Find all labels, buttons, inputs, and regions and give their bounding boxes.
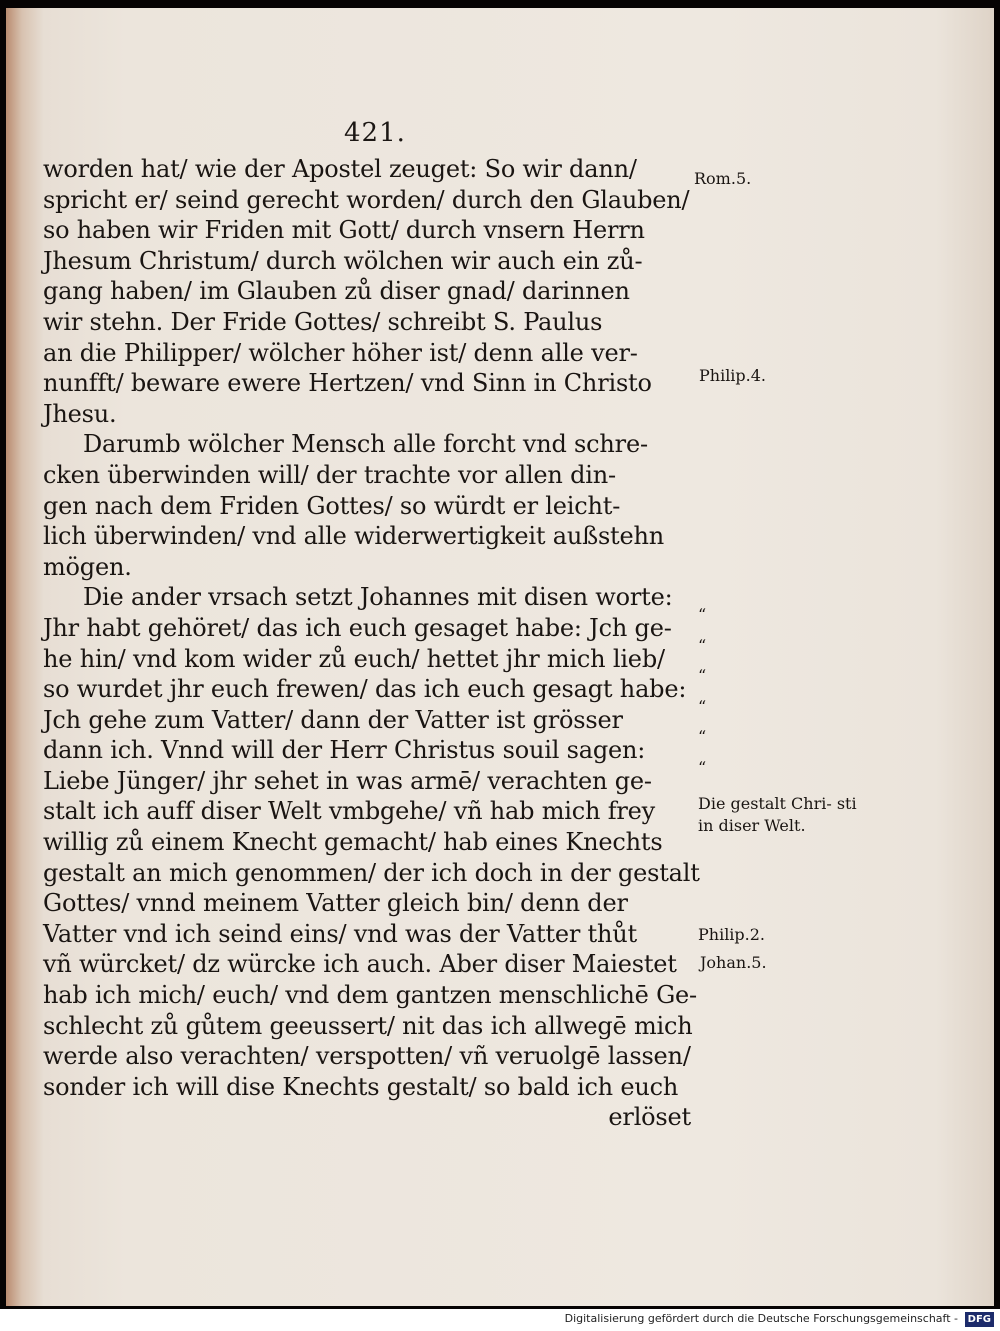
text-line: Jhesu. <box>43 399 117 428</box>
text-line: he hin/ vnd kom wider zů euch/ hettet jhr mich lieb/ <box>43 644 665 673</box>
text-line: gang haben/ im Glauben zů diser gnad/ darinnen <box>43 277 630 306</box>
text-line: gestalt an mich genommen/ der ich doch in der gestalt <box>43 858 700 887</box>
text-line: Gottes/ vnnd meinem Vatter gleich bin/ denn der <box>43 889 628 918</box>
footer-bar <box>0 1309 1000 1331</box>
quotation-mark: “ <box>698 757 707 777</box>
text-line: nunfft/ beware ewere Hertzen/ vnd Sinn in Christo <box>43 369 652 398</box>
dfg-logo: DFG <box>965 1312 994 1327</box>
text-line: so haben wir Friden mit Gott/ durch vnsern Herrn <box>43 216 645 245</box>
quotation-mark: “ <box>698 666 707 686</box>
text-line: wir stehn. Der Fride Gottes/ schreibt S. Paulus <box>43 307 603 336</box>
text-line: Jhr habt gehöret/ das ich euch gesaget habe: Jch ge- <box>43 613 672 642</box>
page-number: 421. <box>344 118 406 148</box>
text-line: vñ würcket/ dz würcke ich auch. Aber diser Maiestet <box>43 950 677 979</box>
text-line: worden hat/ wie der Apostel zeuget: So wir dann/ <box>43 155 637 183</box>
quotation-mark: “ <box>698 605 707 624</box>
text-line: willig zů einem Knecht gemacht/ hab eines Knechts <box>43 828 663 857</box>
margin-note-philip-2: Philip.2. <box>698 925 766 944</box>
text-line: gen nach dem Friden Gottes/ so würdt er leicht- <box>43 491 621 520</box>
text-line: an die Philipper/ wölcher höher ist/ denn alle ver- <box>43 338 638 367</box>
margin-note-philip-4: Philip.4. <box>699 366 767 385</box>
margin-note-rom: Rom.5. <box>694 169 752 188</box>
margin-note-johan-5: Johan.5. <box>700 953 767 972</box>
text-line: stalt ich auff diser Welt vmbgehe/ vñ hab mich frey <box>43 797 656 826</box>
text-line: spricht er/ seind gerecht worden/ durch den Glauben/ <box>43 185 690 214</box>
text-line: sonder ich will dise Knechts gestalt/ so bald ich euch <box>43 1072 679 1101</box>
text-line: lich überwinden/ vnd alle widerwertigkeit außstehn <box>43 522 665 551</box>
quotation-mark: “ <box>698 635 707 655</box>
body-text <box>43 154 703 1133</box>
quotation-mark: “ <box>698 696 707 716</box>
text-line: dann ich. Vnnd will der Herr Christus souil sagen: <box>43 736 646 765</box>
text-line: werde also verachten/ verspotten/ vñ veruolgē lassen/ <box>43 1042 691 1071</box>
catchword: erlöset <box>608 1103 691 1132</box>
text-line: Die ander vrsach setzt Johannes mit disen worte: <box>83 583 673 612</box>
funding-credit: Digitalisierung gefördert durch die Deutsche Forschungsgemeinschaft - <box>564 1312 958 1325</box>
margin-note-gestalt-christi: Die gestalt Chri- sti in diser Welt. <box>698 794 857 835</box>
text-line: so wurdet jhr euch frewen/ das ich euch gesagt habe: <box>43 675 687 704</box>
quotation-mark: “ <box>698 727 707 747</box>
text-line: Jhesum Christum/ durch wölchen wir auch ein zů- <box>43 246 643 275</box>
text-line: hab ich mich/ euch/ vnd dem gantzen menschlichē Ge- <box>43 981 697 1010</box>
text-line: Liebe Jünger/ jhr sehet in was armē/ verachten ge- <box>43 766 652 795</box>
text-line: cken überwinden will/ der trachte vor allen din- <box>43 460 616 489</box>
text-line: Vatter vnd ich seind eins/ vnd was der Vatter thůt <box>43 919 637 948</box>
text-line: schlecht zů gůtem geeussert/ nit das ich allwegē mich <box>43 1011 693 1040</box>
text-line: Jch gehe zum Vatter/ dann der Vatter ist grösser <box>43 705 623 734</box>
text-line: Darumb wölcher Mensch alle forcht vnd schre- <box>83 430 648 459</box>
quotation-marks-column <box>698 600 718 784</box>
text-line: mögen. <box>43 552 132 581</box>
book-page <box>6 8 994 1306</box>
